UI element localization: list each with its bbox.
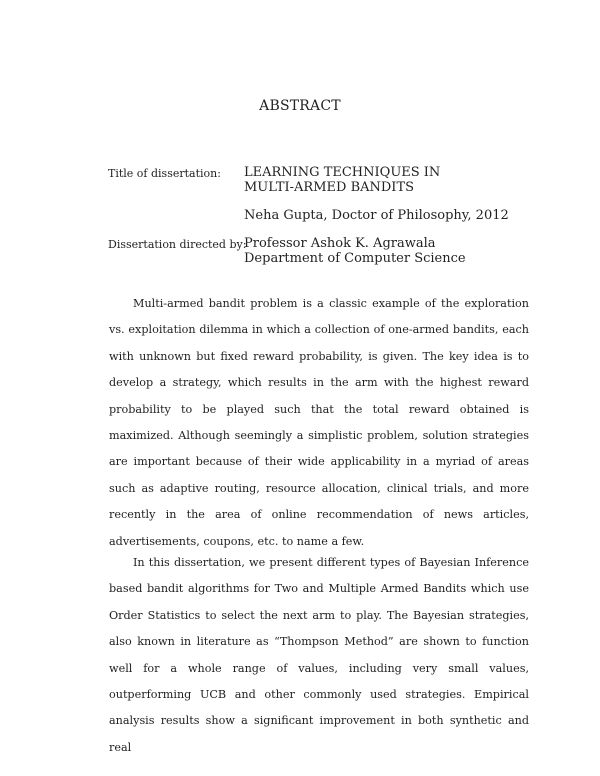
paragraph-text: Multi-armed bandit problem is a classic example of the exploration vs. exploitation dilemma in which a collection of one-armed bandits, each with unknown but fixed reward probability, is given. The key idea is to develop a strategy, which results in the arm with the highest reward probability to be played such that the total reward obtained is maximized. Although seemingly a simplistic problem, solution strategies are important because of their wide applicability in a myriad of areas such as adaptive routing, resource allocation, clinical trials, and more recently in the area of online recommendation of news articles, advertisements, coupons, etc. to name a few. (109, 297, 529, 548)
director-info (244, 236, 466, 266)
director-name: Professor Ashok K. Agrawala (244, 236, 436, 251)
dissertation-title-line-2: MULTI-ARMED BANDITS (244, 180, 415, 195)
paragraph-text: In this dissertation, we present different types of Bayesian Inference based bandit algorithms for Two and Multiple Armed Bandits which use Order Statistics to select the next arm to play. The Bayesian strategies, also known in literature as “Thompson Method” are shown to function well for a whole range of values, including very small values, outperforming UCB and other commonly used strategies. Empirical analysis results show a significant improvement in both synthetic and real (109, 556, 529, 754)
title-label: Title of dissertation: (108, 167, 221, 180)
author-line: Neha Gupta, Doctor of Philosophy, 2012 (244, 208, 509, 223)
abstract-paragraph-2 (109, 550, 529, 761)
abstract-paragraph-1 (109, 291, 529, 555)
director-label: Dissertation directed by: (108, 238, 247, 251)
dissertation-title-line-1: LEARNING TECHNIQUES IN (244, 165, 441, 180)
director-department: Department of Computer Science (244, 251, 466, 266)
dissertation-title (244, 165, 440, 195)
abstract-heading: ABSTRACT (259, 98, 341, 114)
